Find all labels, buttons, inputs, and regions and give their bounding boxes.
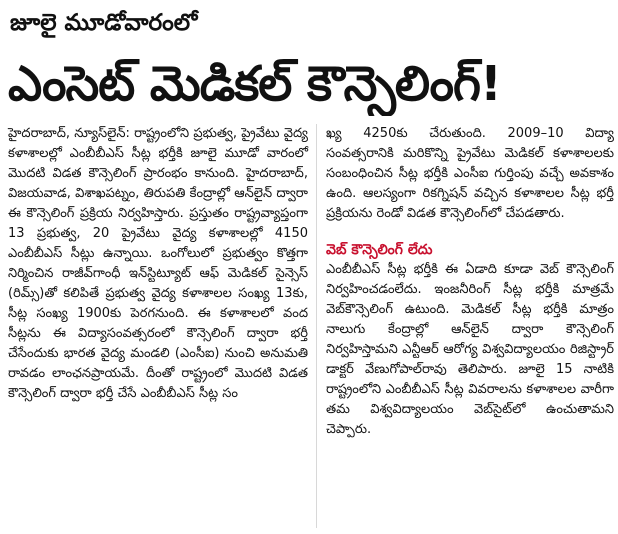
article-headline: ఎంసెట్ మెడికల్ కౌన్సెలింగ్! (8, 56, 501, 112)
article-kicker: జూలై మూడోవారంలో (10, 10, 198, 36)
column-divider (316, 124, 317, 528)
article-column-left (8, 124, 308, 404)
article-body-right-p2: ఎంబీబీఎస్ సీట్ల భర్తీకి ఈ ఏడాది కూడా వెబ్ కౌన్సెలింగ్ నిర్వహించడంలేదు. ఇంజనీరింగ్ సీట్ల భర్తీకి మాత్రమే వెబ్‌కౌన్సెలింగ్ ఉటుంది. మెడికల్ సీట్ల భర్తీకి మాత్రం నాలుగు కేంద్రాల్లో ఆన్‌లైన్ ద్వారా కౌన్సెలింగ్ నిర్వహిస్తామని ఎన్టీఆర్ ఆరోగ్య విశ్వవిద్యాలయం రిజిస్ట్రార్ డాక్టర్ వేణుగోపాల్‌రావు తెలిపారు. జూలై 15 నాటికి రాష్ట్రంలోని ఎంబీబీఎస్ సీట్ల వివరాలను కళాశాలల వారీగా తమ విశ్వవిద్యాలయం వెబ్‌సైట్‌లో ఉంచుతామని చెప్పారు. (326, 262, 614, 437)
article-subhead: వెబ్ కౌన్సెలింగ్ లేదు (326, 242, 433, 258)
article-body-right-p1: ఖ్య 4250కు చేరుతుంది. 2009–10 విద్యా సంవత్సరానికి మరికొన్ని ప్రైవేటు మెడికల్ కళాశాలలకు సంబంధించిన సీట్ల భర్తీకి ఎంసీఐ గుర్తింపు వచ్చే అవకాశం ఉంది. ఆలస్యంగా రికగ్నిషన్ వచ్చిన కళాశాలల సీట్ల భర్తీ ప్రక్రియను రెండో విడత కౌన్సెలింగ్‌లో చేపడతారు. (326, 126, 614, 221)
article-column-right (326, 124, 614, 440)
article-body-left: హైదరాబాద్, న్యూస్‌లైన్: రాష్ట్రంలోని ప్రభుత్వ, ప్రైవేటు వైద్య కళాశాలల్లో ఎంబీబీఎస్ సీట్ల భర్తీకి జూలై మూడో వారంలో మొదటి విడత కౌన్సెలింగ్ ప్రారంభం కానుంది. హైదరాబాద్, విజయవాడ, విశాఖపట్నం, తిరుపతి కేంద్రాల్లో ఆన్‌లైన్ ద్వారా ఈ కౌన్సెలింగ్ ప్రక్రియ నిర్వహిస్తారు. ప్రస్తుతం రాష్ట్రవ్యాప్తంగా 13 ప్రభుత్వ, 20 ప్రైవేటు వైద్య కళాశాలల్లో 4150 ఎంబీబీఎస్ సీట్లు ఉన్నాయి. ఒంగోలులో ప్రభుత్వం కొత్తగా నిర్మించిన రాజీవ్‌గాంధీ ఇన్‌స్టిట్యూట్ ఆఫ్ మెడికల్ సైన్సెస్ (రిమ్స్)తో కలిపితే ప్రభుత్వ వైద్య కళాశాలల సంఖ్య 13కు, సీట్ల సంఖ్య 1900కు పెరగనుంది. ఈ కళాశాలలో వంద సీట్లను ఈ విద్యాసంవత్సరంలో కౌన్సెలింగ్ ద్వారా భర్తీ చేసేందుకు భారత వైద్య మండలి (ఎంసీఐ) నుంచి అనుమతి రావడం లాంఛనప్రాయమే. దీంతో రాష్ట్రంలో మొదటి విడత కౌన్సెలింగ్ ద్వారా భర్తీ చేసే ఎంబీబీఎస్ సీట్ల సం (8, 126, 308, 401)
